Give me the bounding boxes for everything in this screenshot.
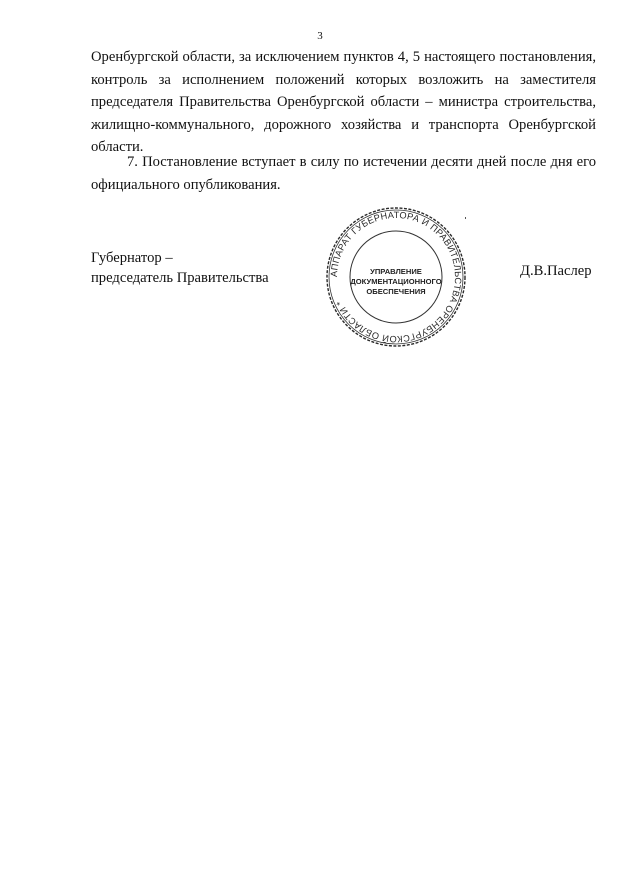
signatory-name: Д.В.Паслер (520, 263, 592, 279)
seal-ring-textpath: АППАРАТ ГУБЕРНАТОРА И ПРАВИТЕЛЬСТВА ОРЕНБУРГСКОЙ ОБЛАСТИ * (328, 209, 464, 345)
signatory-position-line2: председатель Правительства (91, 269, 269, 286)
paragraph-effective-date: 7. Постановление вступает в силу по истечении десяти дней после дня его официального опубликования. (91, 154, 596, 193)
official-seal (325, 206, 467, 348)
seal-center-line2: ДОКУМЕНТАЦИОННОГО (350, 277, 442, 286)
page-number: 3 (317, 30, 323, 42)
seal-center-line1: УПРАВЛЕНИЕ (370, 267, 422, 276)
signatory-position-line1: Губернатор – (91, 250, 173, 266)
paragraph-control-clause: Оренбургской области, за исключением пунктов 4, 5 настоящего постановления, контроль за исполнением положений которых возложить на заместителя председателя Правительства Оренбургской области – министра строительства, жилищно-коммунального, дорожного хозяйства и транспорта Оренбургской области. (91, 49, 596, 155)
seal-center-line3: ОБЕСПЕЧЕНИЯ (366, 287, 426, 296)
signatory-position (91, 249, 269, 288)
